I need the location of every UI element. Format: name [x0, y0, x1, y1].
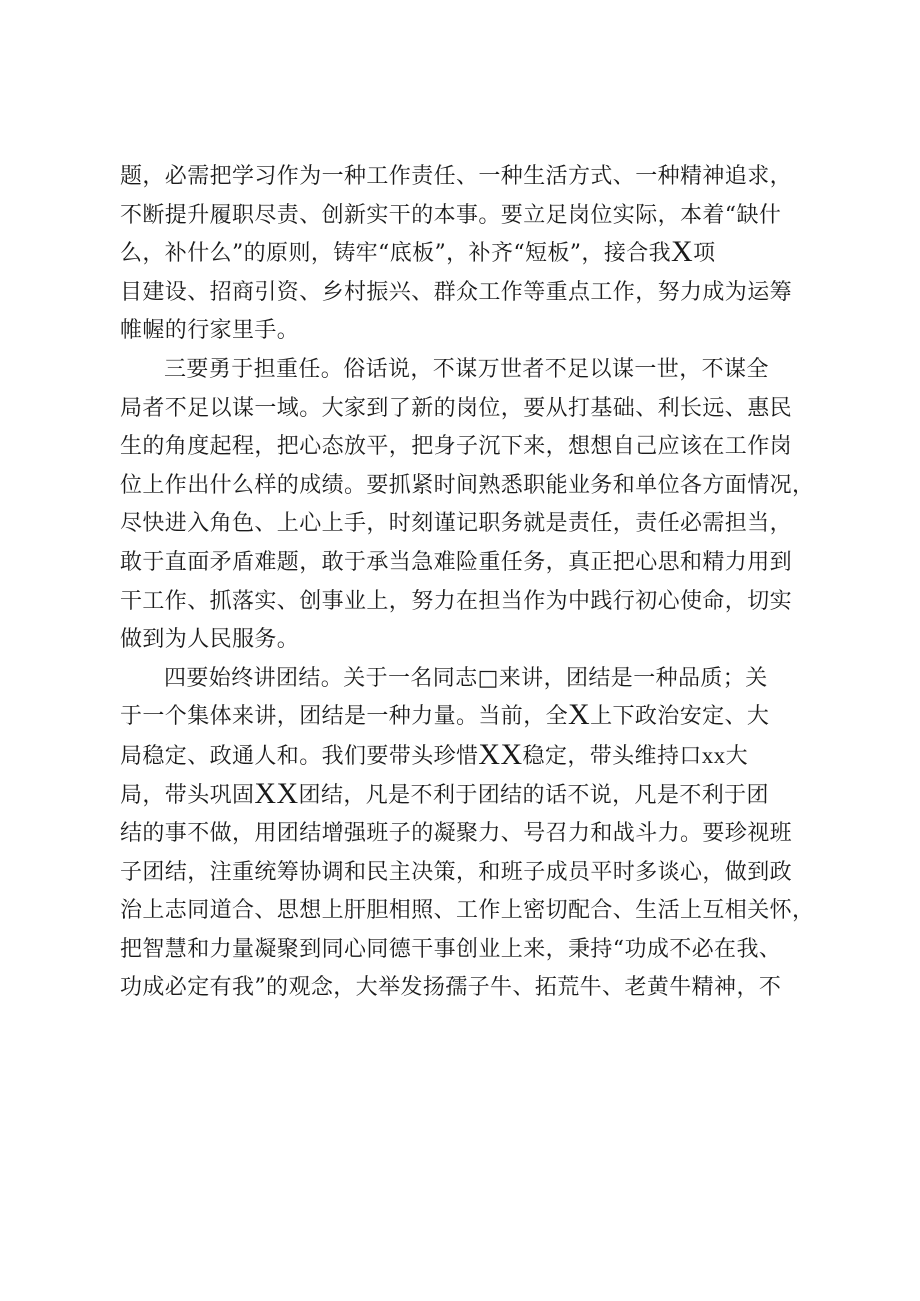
document-body: [120, 158, 815, 1008]
placeholder-xx: XX: [478, 737, 523, 771]
text-line: 尽快进入角色、上心上手，时刻谨记职务就是责任，责任必需担当，: [120, 511, 793, 537]
text-line: [120, 737, 810, 777]
text-line: 三要勇于担重任。俗话说，不谋万世者不足以谋一世，不谋全: [164, 356, 769, 382]
text-segment: 项: [693, 241, 716, 267]
text-segment: 么，补什么”的原则，铸牢“底板”，补齐“短板”，接合我: [120, 241, 672, 267]
text-line: 位上作出什么样的成绩。要抓紧时间熟悉职能业务和单位各方面情况，: [120, 472, 815, 498]
text-line: 题，必需把学习作为一种工作责任、一种生活方式、一种精神追求，: [120, 164, 793, 189]
text-line: 做到为人民服务。: [120, 627, 300, 653]
text-line: 不断提升履职尽责、创新实干的本事。要立足岗位实际，本着“缺什: [120, 202, 782, 228]
text-line: 敢于直面矛盾难题，敢于承当急难险重任务，真正把心思和精力用到: [120, 549, 793, 575]
text-segment: 局稳定、政通人和。我们要带头珍惜: [120, 743, 479, 769]
paragraph-3: [120, 660, 815, 1008]
text-segment: 上下政治安定、大: [590, 704, 770, 730]
text-line: [120, 698, 810, 737]
placeholder-x: X: [671, 235, 694, 269]
text-line: [120, 235, 810, 274]
text-line: 功成必定有我”的观念，大举发扬孺子牛、拓荒牛、老黄牛精神，不: [120, 975, 782, 1001]
text-segment: 稳定，带头维持口: [522, 743, 702, 769]
paragraph-1: [120, 158, 810, 351]
placeholder-xx-small: xx: [701, 742, 726, 768]
placeholder-x: X: [568, 698, 591, 732]
text-line: 生的角度起程，把心态放平，把身子沉下来，想想自己应该在工作岗: [120, 434, 793, 460]
text-segment: 于一个集体来讲，团结是一种力量。当前，全: [120, 704, 569, 730]
text-segment: 局，带头巩固: [120, 782, 255, 808]
text-segment: 大: [725, 743, 748, 769]
text-line: 目建设、招商引资、乡村振兴、群众工作等重点工作，努力成为运筹: [120, 279, 793, 305]
text-line: 局者不足以谋一域。大家到了新的岗位，要从打基础、利长远、惠民: [120, 395, 793, 421]
text-line: 子团结，注重统筹协调和民主决策，和班子成员平时多谈心，做到政: [120, 859, 793, 885]
paragraph-2: [120, 351, 815, 660]
text-line: 帷幄的行家里手。: [120, 318, 300, 344]
text-line: 干工作、抓落实、创事业上，努力在担当作为中践行初心使命，切实: [120, 588, 793, 614]
text-line: 结的事不做，用团结增强班子的凝聚力、号召力和战斗力。要珍视班: [120, 821, 793, 847]
text-line: 四要始终讲团结。关于一名同志□来讲，团结是一种品质；关: [164, 665, 768, 691]
text-line: [120, 777, 810, 816]
placeholder-xx: XX: [254, 776, 299, 810]
text-segment: 团结，凡是不利于团结的话不说，凡是不利于团: [298, 782, 769, 808]
text-line: 治上志同道合、思想上肝胆相照、工作上密切配合、生活上互相关怀，: [120, 898, 815, 924]
text-line: 把智慧和力量凝聚到同心同德干事创业上来，秉持“功成不必在我、: [120, 936, 782, 962]
